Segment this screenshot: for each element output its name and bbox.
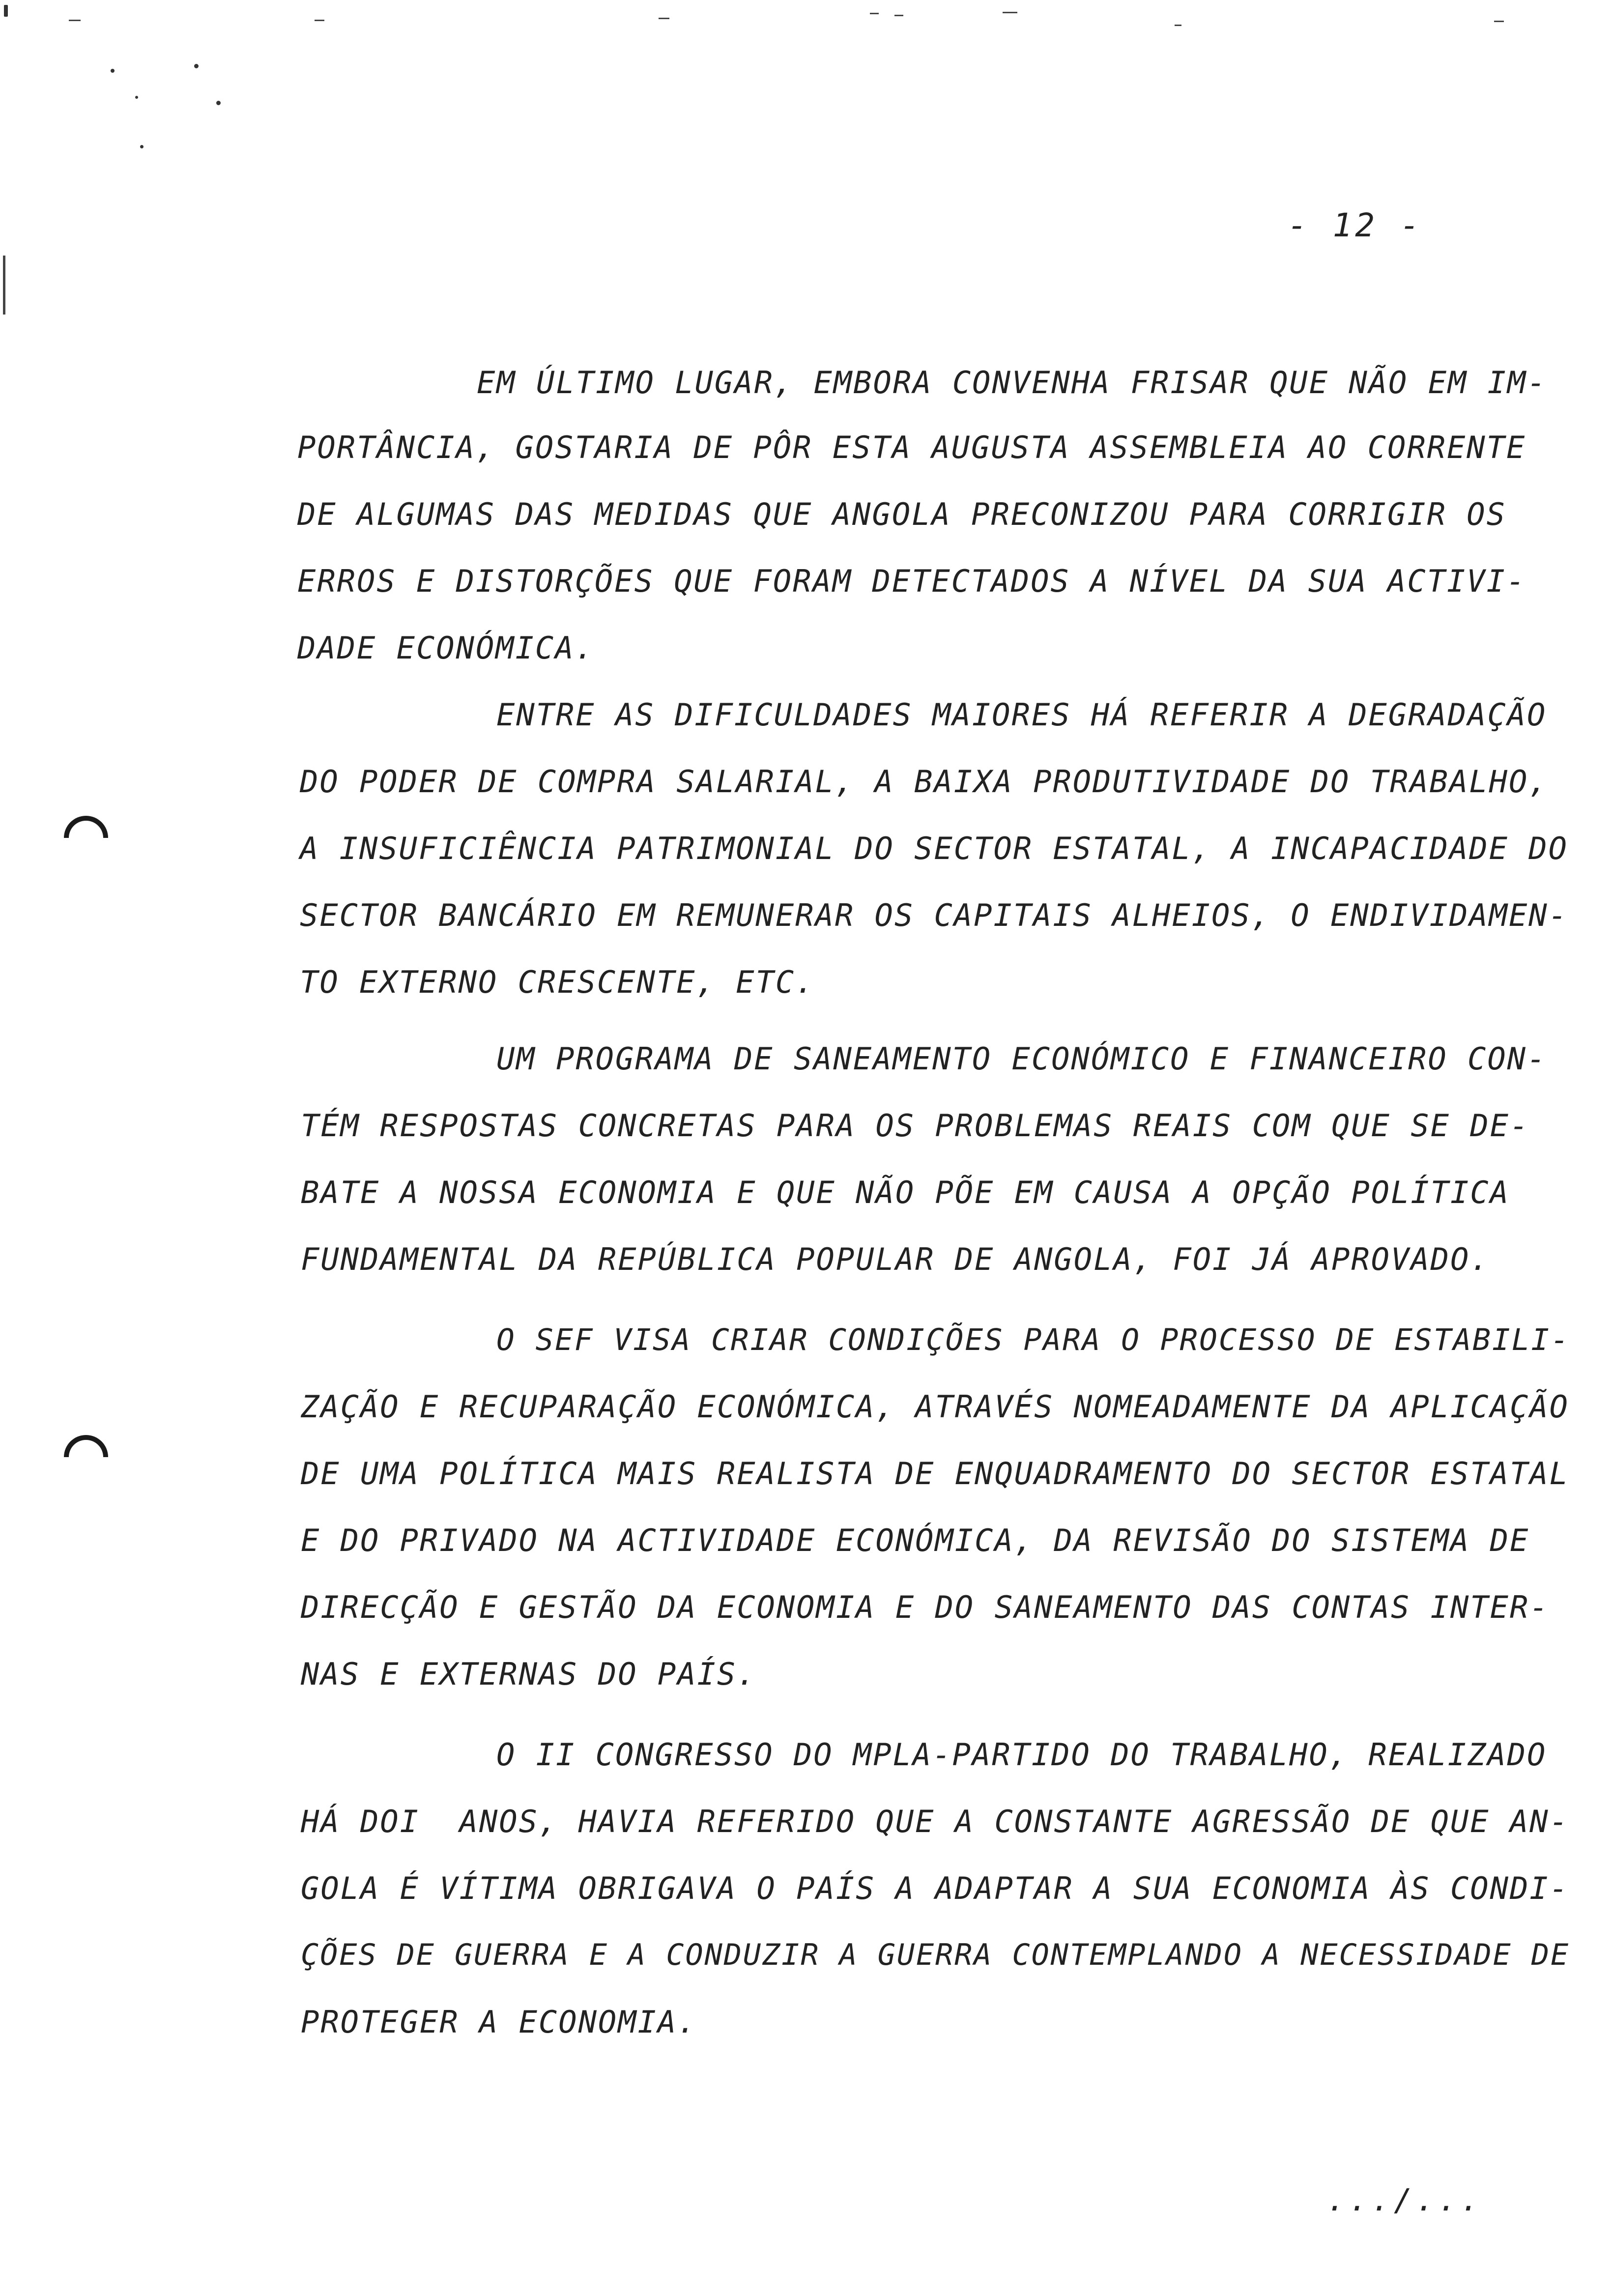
scan-edge-mark (1175, 25, 1181, 26)
scan-speck (111, 69, 115, 73)
paragraph-2-line-5: TO EXTERNO CRESCENTE, ETC. (300, 964, 815, 1000)
paragraph-4-line-4: E DO PRIVADO NA ACTIVIDADE ECONÓMICA, DA REVISÃO DO SISTEMA DE (301, 1522, 1530, 1558)
punch-hole-bottom (64, 1435, 108, 1479)
paragraph-3-line-4: FUNDAMENTAL DA REPÚBLICA POPULAR DE ANGOLA, FOI JÁ APROVADO. (301, 1241, 1490, 1277)
paragraph-3-line-1: UM PROGRAMA DE SANEAMENTO ECONÓMICO E FINANCEIRO CON- (496, 1041, 1547, 1077)
scan-edge-mark (315, 20, 324, 21)
paragraph-5-line-3: GOLA É VÍTIMA OBRIGAVA O PAÍS A ADAPTAR A SUA ECONOMIA ÀS CONDI- (301, 1870, 1569, 1906)
paragraph-5-line-1: O II CONGRESSO DO MPLA-PARTIDO DO TRABALHO, REALIZADO (496, 1737, 1547, 1773)
paragraph-2-line-1: ENTRE AS DIFICULDADES MAIORES HÁ REFERIR A DEGRADAÇÃO (496, 697, 1547, 733)
scan-edge-mark (69, 20, 81, 21)
paragraph-1-line-5: DADE ECONÓMICA. (297, 630, 595, 666)
scan-speck (135, 96, 138, 99)
paragraph-5-line-4: ÇÕES DE GUERRA E A CONDUZIR A GUERRA CONTEMPLANDO A NECESSIDADE DE (301, 1938, 1570, 1972)
paragraph-4-line-3: DE UMA POLÍTICA MAIS REALISTA DE ENQUADRAMENTO DO SECTOR ESTATAL (301, 1456, 1569, 1492)
scan-speck (4, 5, 8, 17)
paragraph-1-line-3: DE ALGUMAS DAS MEDIDAS QUE ANGOLA PRECONIZOU PARA CORRIGIR OS (297, 496, 1506, 532)
scan-edge-mark (659, 18, 669, 19)
punch-hole-top (64, 816, 108, 860)
paragraph-4-line-2: ZAÇÃO E RECUPARAÇÃO ECONÓMICA, ATRAVÉS NOMEADAMENTE DA APLICAÇÃO (301, 1389, 1569, 1425)
paragraph-2-line-3: A INSUFICIÊNCIA PATRIMONIAL DO SECTOR ESTATAL, A INCAPACIDADE DO (300, 831, 1568, 866)
paragraph-1-line-2: PORTÂNCIA, GOSTARIA DE PÔR ESTA AUGUSTA ASSEMBLEIA AO CORRENTE (297, 430, 1526, 465)
paragraph-4-line-1: O SEF VISA CRIAR CONDIÇÕES PARA O PROCESSO DE ESTABILI- (496, 1322, 1570, 1357)
paragraph-3-line-3: BATE A NOSSA ECONOMIA E QUE NÃO PÕE EM CAUSA A OPÇÃO POLÍTICA (301, 1175, 1510, 1210)
scan-edge-mark (870, 13, 879, 14)
continuation-marker: .../... (1327, 2182, 1483, 2218)
scan-speck (194, 64, 199, 68)
page-number: - 12 - (1288, 206, 1423, 244)
paragraph-4-line-6: NAS E EXTERNAS DO PAÍS. (301, 1656, 757, 1692)
paragraph-3-line-2: TÉM RESPOSTAS CONCRETAS PARA OS PROBLEMAS REAIS COM QUE SE DE- (301, 1108, 1530, 1144)
scan-edge-mark (3, 256, 5, 315)
paragraph-5-line-2: HÁ DOI ANOS, HAVIA REFERIDO QUE A CONSTANTE AGRESSÃO DE QUE AN- (301, 1804, 1569, 1839)
paragraph-2-line-4: SECTOR BANCÁRIO EM REMUNERAR OS CAPITAIS ALHEIOS, O ENDIVIDAMEN- (300, 897, 1568, 933)
scan-edge-mark (894, 15, 903, 16)
scan-edge-mark (1003, 12, 1017, 13)
paragraph-1-line-4: ERROS E DISTORÇÕES QUE FORAM DETECTADOS A NÍVEL DA SUA ACTIVI- (297, 563, 1526, 599)
scan-speck (140, 145, 144, 148)
paragraph-1-line-1: EM ÚLTIMO LUGAR, EMBORA CONVENHA FRISAR QUE NÃO EM IM- (477, 365, 1547, 401)
paragraph-5-line-5: PROTEGER A ECONOMIA. (301, 2004, 697, 2040)
paragraph-2-line-2: DO PODER DE COMPRA SALARIAL, A BAIXA PRODUTIVIDADE DO TRABALHO, (300, 764, 1549, 800)
paragraph-4-line-5: DIRECÇÃO E GESTÃO DA ECONOMIA E DO SANEAMENTO DAS CONTAS INTER- (301, 1589, 1550, 1625)
scan-speck (216, 101, 221, 105)
scan-edge-mark (1494, 21, 1504, 22)
